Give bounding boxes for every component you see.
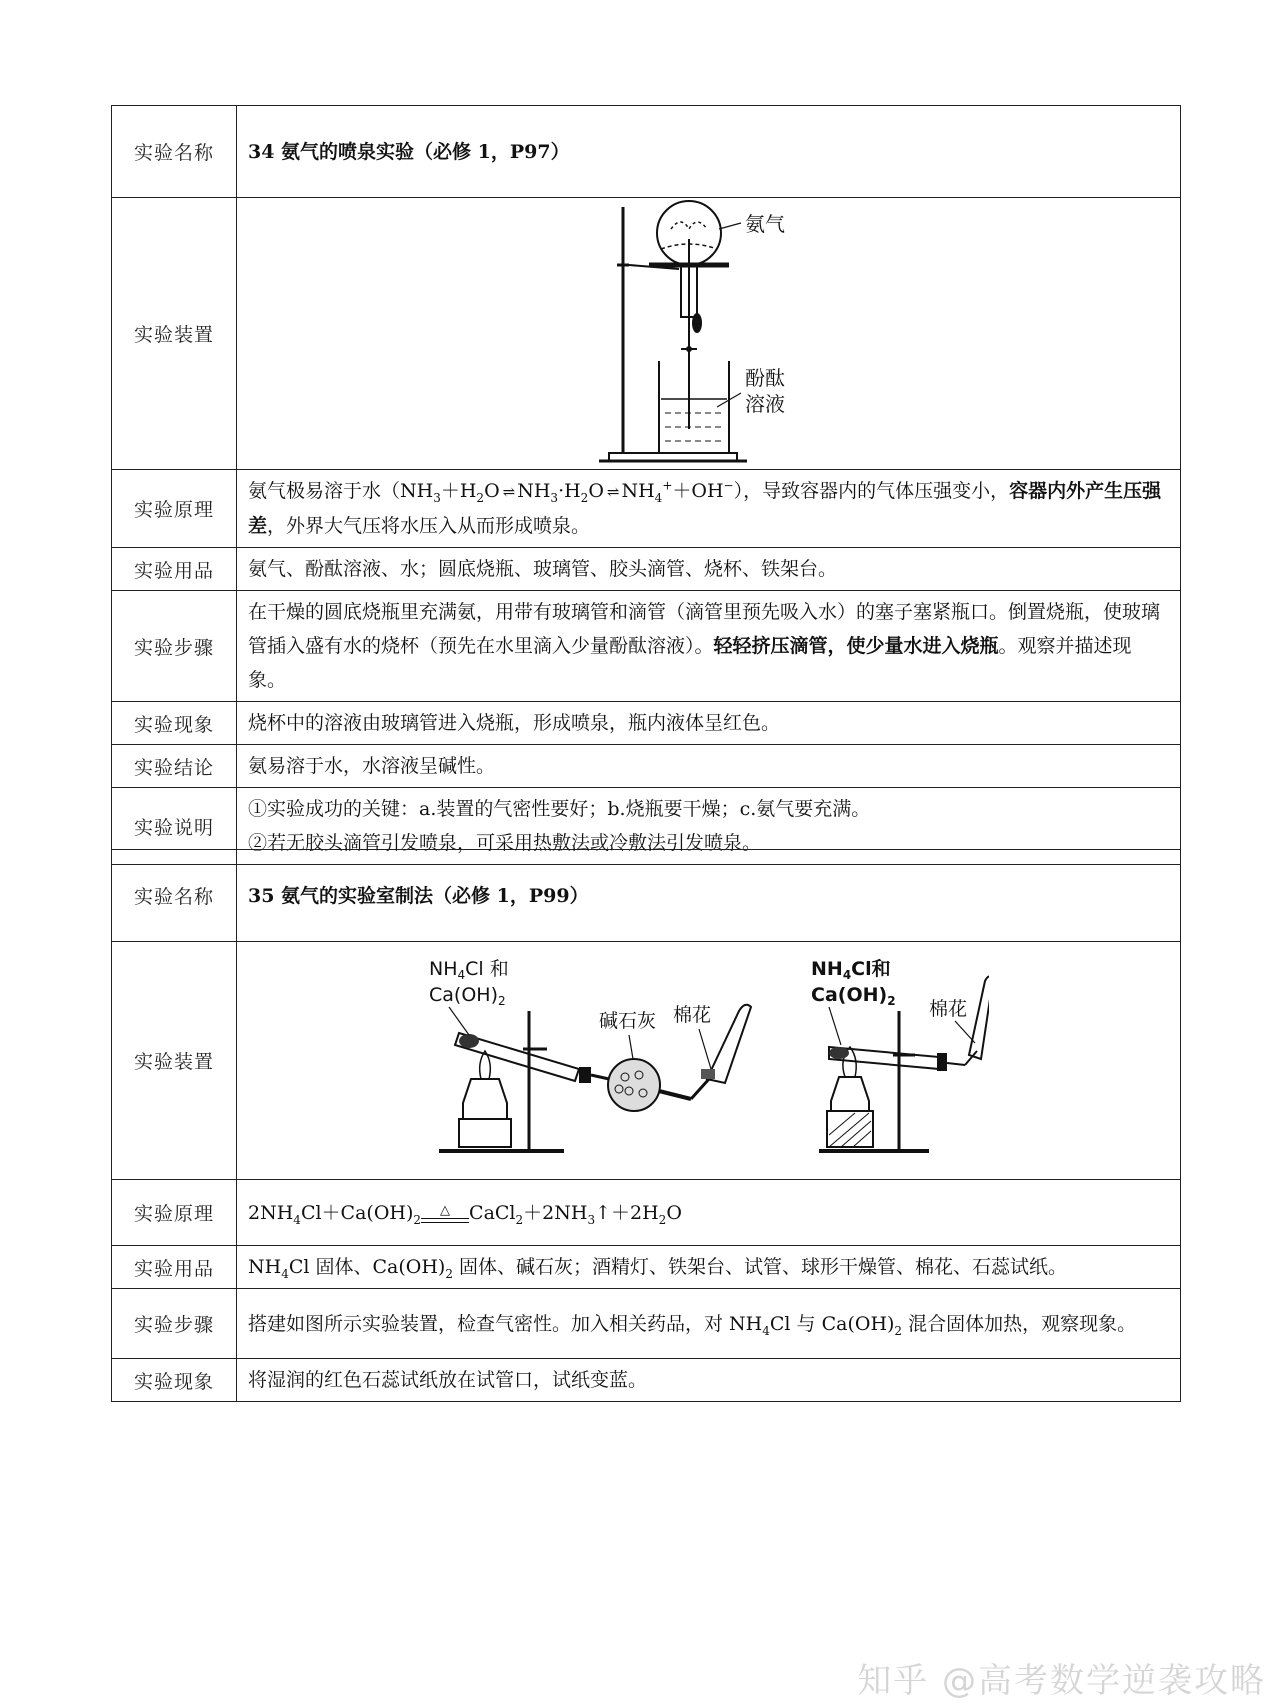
label-phenomenon: 实验现象 xyxy=(112,1359,237,1402)
experiment-34-table xyxy=(111,105,1181,865)
label-soda-lime: 碱石灰 xyxy=(598,1009,656,1032)
label-steps: 实验步骤 xyxy=(112,591,237,702)
conclusion-34: 氨易溶于水，水溶液呈碱性。 xyxy=(237,745,1181,788)
label-materials: 实验用品 xyxy=(112,1246,237,1289)
heat-delta-icon: △ xyxy=(440,1203,451,1218)
principle-35: $2NH_4Cl+Ca(OH)_2$ △ $CaCl_2+2NH_3↑+2H_2O$ xyxy=(237,1180,1181,1246)
label-principle: 实验原理 xyxy=(112,470,237,548)
label-steps: 实验步骤 xyxy=(112,1289,237,1359)
materials-35: $NH_4Cl$ 固体、$Ca(OH)_2$ 固体、碱石灰；酒精灯、铁架台、试管、球形干燥管、棉花、石蕊试纸。 xyxy=(237,1246,1181,1289)
phenomenon-34: 烧杯中的溶液由玻璃管进入烧瓶，形成喷泉，瓶内液体呈红色。 xyxy=(237,702,1181,745)
equilibrium-arrow-icon: ⇌ xyxy=(606,483,619,501)
principle-34: 氨气极易溶于水（$NH_3+H_2O$ ⇌ $NH_3\cdot H_2O$ ⇌ $NH_4^++OH^-$），导致容器内的气体压强变小，容器内外产生压强差，外界大气压将水压入从而形成喷泉。 xyxy=(237,470,1181,548)
experiment-title: 34 氨气的喷泉实验（必修 1，P97） xyxy=(237,106,1181,198)
label-conclusion: 实验结论 xyxy=(112,745,237,788)
equilibrium-arrow-icon: ⇌ xyxy=(502,483,515,501)
svg-text:NH4Cl和: $NH_4Cl$和 xyxy=(810,957,891,982)
label-notes: 实验说明 xyxy=(112,788,237,865)
materials-34: 氨气、酚酞溶液、水；圆底烧瓶、玻璃管、胶头滴管、烧杯、铁架台。 xyxy=(237,548,1181,591)
label-apparatus: 实验装置 xyxy=(112,942,237,1180)
svg-text:NH4Cl 和: $NH_4Cl$ 和 xyxy=(428,957,509,982)
label-phenomenon: 实验现象 xyxy=(112,702,237,745)
watermark: 知乎 @高考数学逆袭攻略 xyxy=(857,1661,1266,1701)
label-cotton-2: 棉花 xyxy=(928,997,967,1020)
svg-text:Ca(OH)2: $Ca(OH)_2$ xyxy=(810,983,896,1008)
fountain-apparatus-diagram xyxy=(589,199,829,469)
label-principle: 实验原理 xyxy=(112,1180,237,1246)
apparatus-figure-35 xyxy=(237,942,1181,1180)
label-cotton: 棉花 xyxy=(672,1003,711,1026)
label-ammonia-gas: 氨气 xyxy=(744,211,785,236)
steps-34: 在干燥的圆底烧瓶里充满氨，用带有玻璃管和滴管（滴管里预先吸入水）的塞子塞紧瓶口。倒置烧瓶，使玻璃管插入盛有水的烧杯（预先在水里滴入少量酚酞溶液）。轻轻挤压滴管，使少量水进入烧瓶。观察并描述现象。 xyxy=(237,591,1181,702)
svg-text:Ca(OH)2: $Ca(OH)_2$ xyxy=(428,983,506,1008)
label-name: 实验名称 xyxy=(112,106,237,198)
label-phenolphthalein: 酚酞 xyxy=(744,365,785,390)
label-materials: 实验用品 xyxy=(112,548,237,591)
label-name: 实验名称 xyxy=(112,850,237,942)
apparatus-figure-34 xyxy=(237,198,1181,470)
experiment-title: 35 氨气的实验室制法（必修 1，P99） xyxy=(237,850,1181,942)
notes-34: ①实验成功的关键：a.装置的气密性要好；b.烧瓶要干燥；c.氨气要充满。 ②若无胶头滴管引发喷泉，可采用热敷法或冷敷法引发喷泉。 xyxy=(237,788,1181,865)
label-apparatus: 实验装置 xyxy=(112,198,237,470)
steps-35: 搭建如图所示实验装置，检查气密性。加入相关药品，对 $NH_4Cl$ 与 $Ca(OH)_2$ 混合固体加热，观察现象。 xyxy=(237,1289,1181,1359)
phenomenon-35: 将湿润的红色石蕊试纸放在试管口，试纸变蓝。 xyxy=(237,1359,1181,1402)
ammonia-prep-apparatus-diagram xyxy=(429,951,989,1171)
label-solution: 溶液 xyxy=(744,391,785,416)
experiment-35-table xyxy=(111,849,1181,1402)
